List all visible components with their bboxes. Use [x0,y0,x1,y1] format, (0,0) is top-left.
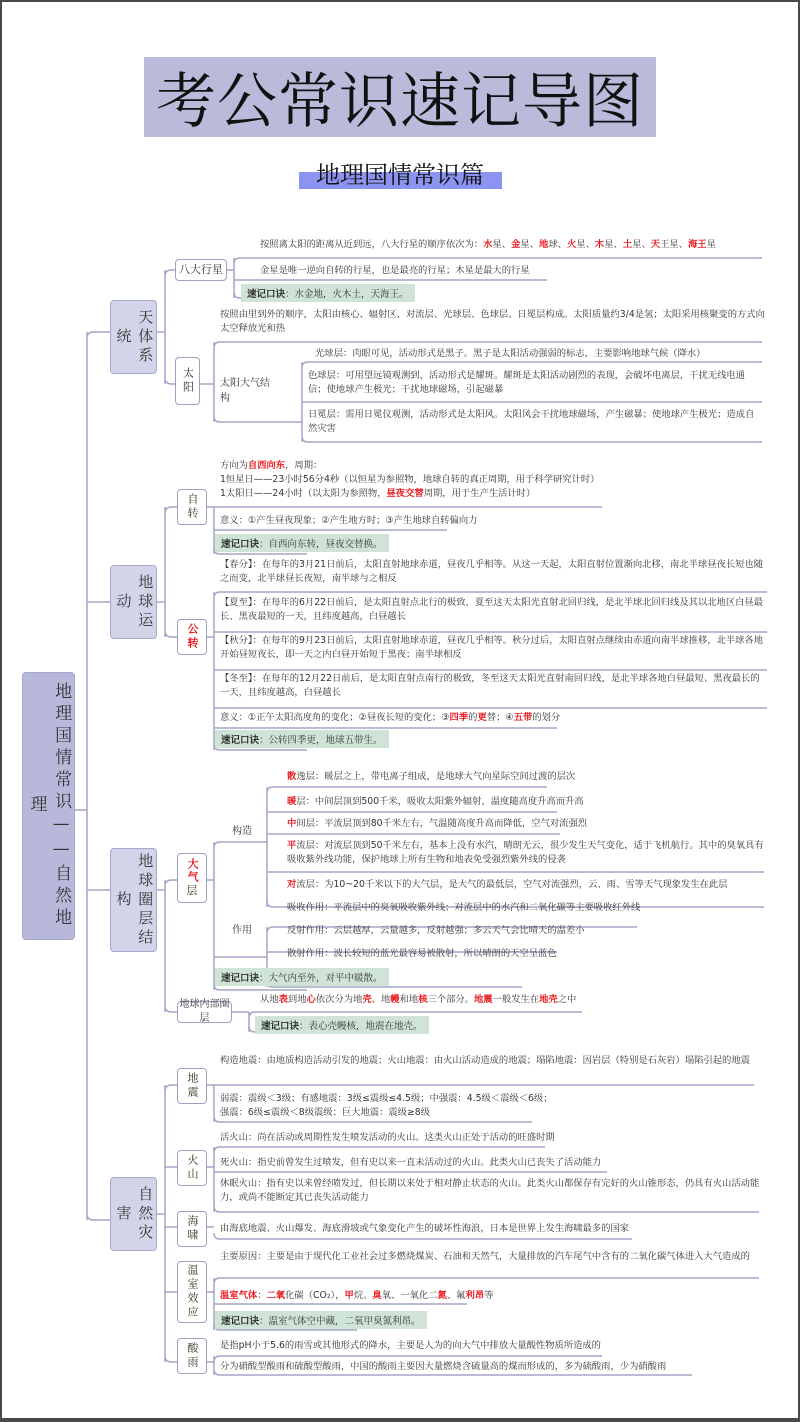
node-natural-disasters[interactable]: 自然灾害 [110,1177,157,1251]
season-autumn-equinox: 【秋分】：在每年的9月23日前后，太阳直射地球赤道，昼夜几乎相等。秋分过后，太阳直射点继续由赤道向南半球推移，北半球各地开始昼短夜长，即一天之内白昼开始短于黑夜；南半球相反 [220,635,764,660]
sun-composition: 按照由里到外的顺序，太阳由核心、辐射区、对流层、光球层、色球层、日冕层构成。太阳质量约3/4是氢；太阳采用核聚变的方式向太空释放光和热 [220,309,765,334]
volcano-active: 活火山：尚在活动或周期性发生喷发活动的火山。这类火山正处于活动的旺盛时期 [220,1132,555,1143]
atmo-layer-troposphere: 对流层：为10~20千米以下的大气层，是大气的最低层，空气对流强烈，云、雨、雪等天气现象发生在此层 [287,879,728,890]
node-atmosphere[interactable] [177,853,207,903]
interior-mnemonic: 速记口诀：表心壳幔核，地震在地壳。 [255,1016,429,1034]
season-spring-equinox: 【春分】：在每年的3月21日前后，太阳直射地球赤道，昼夜几乎相等。从这一天起，太阳直射位置渐向北移，南北半球昼夜长短也随之而变，北半球昼长夜短，南半球与之相反 [220,559,764,584]
node-rotation[interactable]: 自转 [177,489,207,525]
node-volcano[interactable]: 火山 [177,1150,207,1186]
sun-atmosphere-label: 太阳大气结构 [220,378,270,404]
atmo-layer-stratosphere: 平流层：对流层顶到50千米左右，基本上没有水汽，晴朗无云，很少发生天气变化，适于飞机航行。其中的臭氧具有吸收紫外线功能，保护地球上所有生物和地表免受强烈紫外线的侵袭 [287,840,764,865]
atmo-effect-reflection: 反射作用：云层越厚，云量越多，反射越强；多云天气会比晴天的温差小 [287,925,585,936]
node-earthquake[interactable]: 地震 [177,1068,207,1104]
acid-rain-types: 分为硝酸型酸雨和硫酸型酸雨，中国的酸雨主要因大量燃烧含硫量高的煤而形成的，多为硫酸雨，少为硝酸雨 [220,1361,667,1372]
rotation-sidereal-day: 1恒星日——23小时56分4秒（以恒星为参照物，地球自转的真正周期，用于科学研究计时） [220,474,600,485]
atmo-layer-mesosphere: 中间层：平流层顶到80千米左右，气温随高度升高而降低，空气对流强烈 [287,818,588,829]
interior-structure: 从地表到地心依次分为地壳、地幔和地核三个部分。地震一般发生在地壳之中 [260,994,577,1005]
atmo-layer-exosphere: 散逸层：暖层之上，带电离子组成，是地球大气向星际空间过渡的层次 [287,771,576,782]
atmosphere-effects-label: 作用 [232,925,252,936]
sun-layer-corona: 日冕层：需用日冕仪观测，活动形式是太阳风。太阳风会干扰地球磁场，产生磁暴；使地球产生极光；造成自然灾害 [308,409,755,434]
acid-rain-definition: 是指pH小于5.6的雨雪或其他形式的降水，主要是人为的向大气中排放大量酸性物质所造成的 [220,1340,601,1351]
sun-layer-photosphere: 光球层：肉眼可见，活动形式是黑子。黑子是太阳活动强弱的标志，主要影响地球气候（降水） [315,348,706,359]
volcano-extinct: 死火山：指史前曾发生过喷发，但有史以来一直未活动过的火山。此类火山已丧失了活动能力 [220,1157,602,1168]
revolution-significance: 意义：①正午太阳高度角的变化；②昼夜长短的变化；③四季的更替；④五带的划分 [220,712,561,723]
revolution-mnemonic: 速记口诀：公转四季更，地球五带生。 [215,730,389,748]
planets-fact: 金星是唯一逆向自转的行星，也是最亮的行星；木星是最大的行星 [260,265,530,276]
mind-map-page [2,2,798,1418]
planets-order: 按照离太阳的距离从近到远，八大行星的顺序依次为：水星、金星、地球、火星、木星、土星、天王星、海王星 [260,239,716,250]
node-tsunami[interactable]: 海啸 [177,1211,207,1247]
node-greenhouse-effect[interactable]: 温室效应 [177,1261,207,1323]
root-node[interactable]: 地理国情常识——自然地理 [22,672,75,940]
atmo-layer-thermosphere: 暖层：中间层顶到500千米，吸收太阳紫外辐射，温度随高度升高而升高 [287,796,584,807]
node-revolution[interactable]: 公转 [177,619,207,655]
earthquake-grades-line1: 弱震：震级＜3级；有感地震：3级≤震级≤4.5级；中强震：4.5级＜震级＜6级； [220,1093,553,1104]
node-earth-interior[interactable]: 地球内部圈层 [177,1001,232,1023]
sun-layer-chromosphere: 色球层：可用望远镜观测到，活动形式是耀斑。耀斑是太阳活动剧烈的表现，会破坏电离层，干扰无线电通信；使地球产生极光；干扰地球磁场，引起磁暴 [308,370,745,395]
atmosphere-label-rest: 层 [186,883,198,897]
rotation-solar-day: 1太阳日——24小时（以太阳为参照物，昼夜交替周期，用于生产生活计时） [220,488,536,499]
main-title: 考公常识速记导图 [144,57,656,137]
greenhouse-mnemonic: 速记口诀：温室气体空中藏，二氧甲臭氮利昂。 [215,1311,427,1329]
rotation-significance: 意义：①产生昼夜现象；②产生地方时；③产生地球自转偏向力 [220,515,478,526]
node-acid-rain[interactable]: 酸雨 [177,1338,207,1374]
atmo-effect-absorption: 吸收作用：平流层中的臭氧吸收紫外线；对流层中的水汽和二氧化碳等主要吸收红外线 [287,902,641,913]
season-summer-solstice: 【夏至】：在每年的6月22日前后，是太阳直射点北行的极致，夏至这天太阳光直射北回归线，是北半球北回归线及其以北地区白昼最长、黑夜最短的一天，且纬度越高，白昼越长 [220,597,764,622]
node-eight-planets[interactable]: 八大行星 [175,259,227,281]
rotation-direction: 方向为自西向东，周期： [220,460,323,471]
atmosphere-label-hi: 大气 [186,857,200,884]
volcano-dormant: 休眠火山：指有史以来曾经喷发过，但长期以来处于相对静止状态的火山。此类火山都保存有完好的火山锥形态，仍具有火山活动能力，或尚不能断定其已丧失活动能力 [220,1178,760,1203]
subtitle: 地理国情常识篇 [316,161,484,189]
node-earth-motion[interactable]: 地球运动 [110,565,157,639]
node-celestial-system[interactable]: 天体系统 [110,300,157,374]
greenhouse-cause: 主要原因：主要是由于现代化工业社会过多燃烧煤炭、石油和天然气，大量排放的汽车尾气中含有的二氧化碳气体进入大气造成的 [220,1251,750,1262]
atmo-effect-scattering: 散射作用：波长较短的蓝光最容易被散射，所以晴朗的天空呈蓝色 [287,948,557,959]
planets-mnemonic: 速记口诀：水金地，火木土，天海王。 [241,284,415,302]
atmosphere-mnemonic: 速记口诀：大气内至外，对平中暖散。 [215,968,389,986]
node-sun[interactable]: 太阳 [175,357,200,405]
rotation-mnemonic: 速记口诀：自西向东转，昼夜交替换。 [215,534,389,552]
node-earth-spheres[interactable]: 地球圈层结构 [110,848,157,952]
tsunami-description: 由海底地震、火山爆发、海底滑坡或气象变化产生的破坏性海浪，日本是世界上发生海啸最多的国家 [220,1223,630,1234]
earthquake-grades-line2: 强震：6级≤震级＜8级震级；巨大地震：震级≥8级 [220,1107,430,1118]
season-winter-solstice: 【冬至】：在每年的12月22日前后，是太阳直射点南行的极致，冬至这天太阳光直射南回归线，是北半球各地白昼最短、黑夜最长的一天，且纬度越高，白昼越长 [220,673,760,698]
greenhouse-gases: 温室气体：二氧化碳（CO₂），甲烷、臭氧、一氧化二氮、氟利昂等 [220,1290,494,1301]
earthquake-types: 构造地震：由地质构造活动引发的地震；火山地震：由火山活动造成的地震；塌陷地震：因岩层（特别是石灰岩）塌陷引起的地震 [220,1055,750,1066]
atmosphere-structure-label: 构造 [232,826,252,837]
